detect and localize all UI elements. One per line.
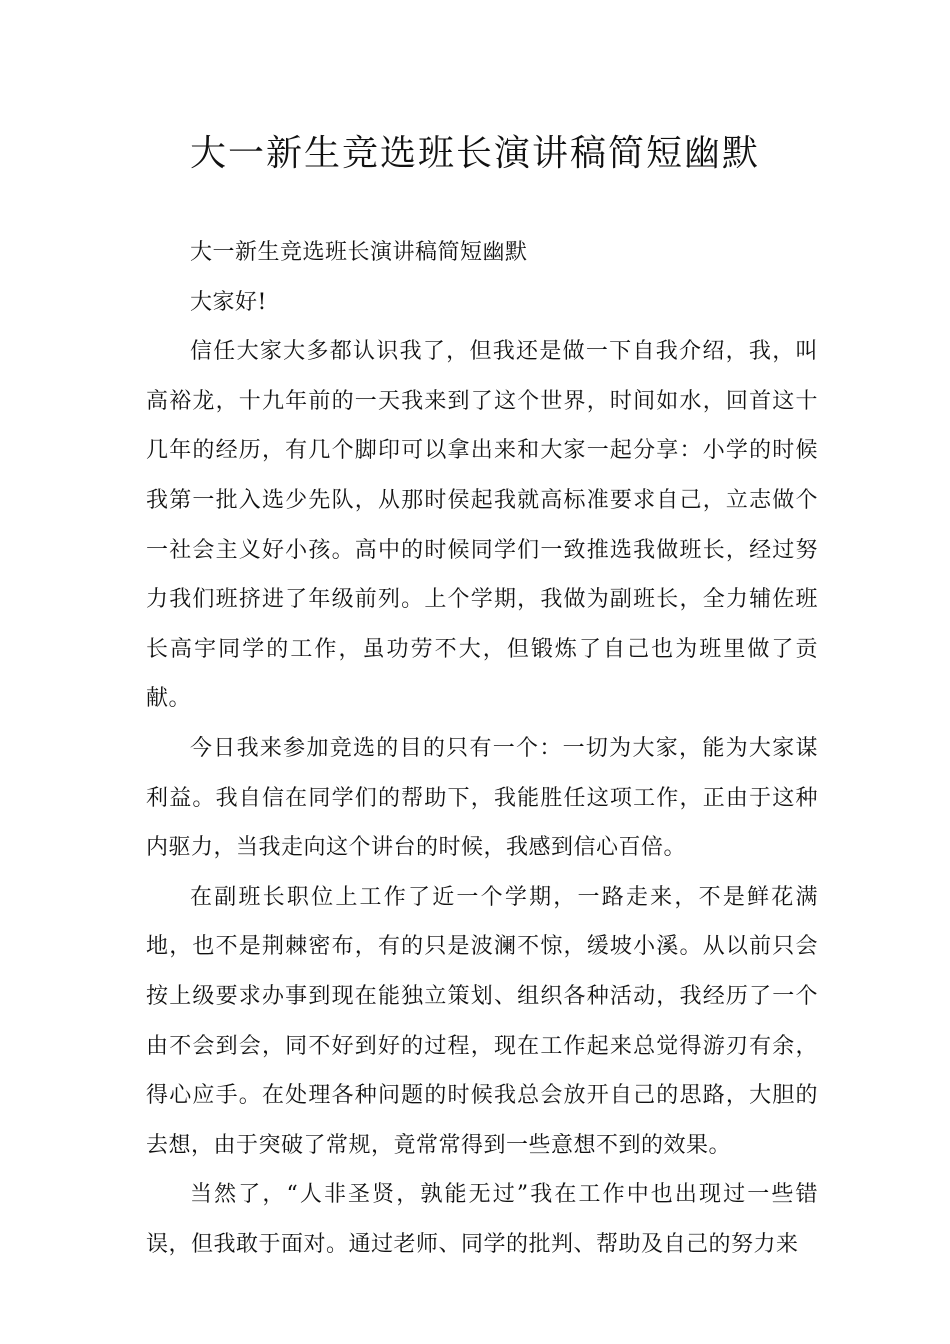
paragraph-subtitle: 大一新生竞选班长演讲稿简短幽默: [190, 240, 528, 265]
paragraph-mistakes: 当然了，“人非圣贤，孰能无过”我在工作中也出现过一些错误，但我敢于面对。通过老师、同学的批判、帮助及自己的努力来: [146, 1182, 818, 1257]
document-body: [146, 228, 818, 1269]
paragraph-experience: 在副班长职位上工作了近一个学期，一路走来，不是鲜花满地，也不是荆棘密布，有的只是波澜不惊，缓坡小溪。从以前只会按上级要求办事到现在能独立策划、组织各种活动，我经历了一个由不会到会，同不好到好的过程，现在工作起来总觉得游刃有余，得心应手。在处理各种问题的时候我总会放开自己的思路，大胆的去想，由于突破了常规，竟常常得到一些意想不到的效果。: [146, 884, 818, 1158]
paragraph-introduction: 信任大家大多都认识我了，但我还是做一下自我介绍，我，叫高裕龙，十九年前的一天我来到了这个世界，时间如水，回首这十几年的经历，有几个脚印可以拿出来和大家一起分享：小学的时候我第一批入选少先队，从那时侯起我就高标准要求自己，立志做个一社会主义好小孩。高中的时候同学们一致推选我做班长，经过努力我们班挤进了年级前列。上个学期，我做为副班长，全力辅佐班长高宇同学的工作，虽功劳不大，但锻炼了自己也为班里做了贡献。: [146, 339, 818, 712]
paragraph-greeting: 大家好!: [190, 289, 267, 315]
paragraph-purpose: 今日我来参加竞选的目的只有一个：一切为大家，能为大家谋利益。我自信在同学们的帮助下，我能胜任这项工作，正由于这种内驱力，当我走向这个讲台的时候，我感到信心百倍。: [146, 735, 818, 861]
document-title: 大一新生竞选班长演讲稿简短幽默: [189, 133, 760, 174]
